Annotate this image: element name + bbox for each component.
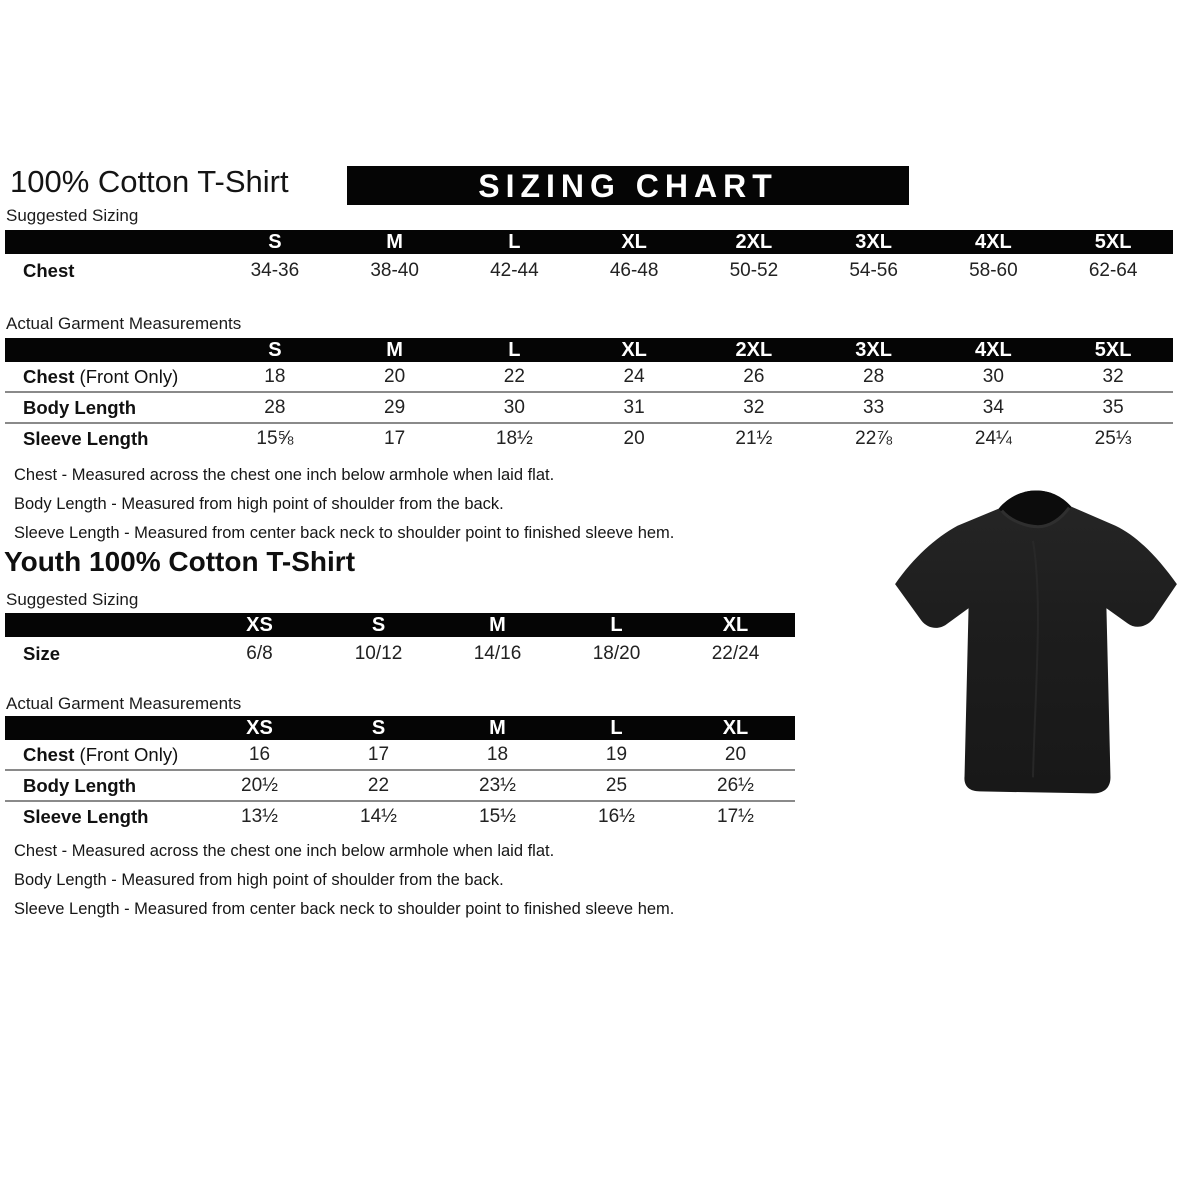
size-header: L (557, 613, 676, 637)
size-header: XL (574, 230, 694, 254)
note-body-length: Body Length - Measured from high point of shoulder from the back. (14, 495, 504, 513)
size-header: 5XL (1053, 338, 1173, 362)
cell: 25 (557, 770, 676, 801)
size-header: S (319, 716, 438, 740)
cell: 20½ (200, 770, 319, 801)
cell: 14½ (319, 801, 438, 831)
black-tshirt-image (882, 480, 1194, 818)
cell: 20 (724, 743, 747, 765)
size-header: L (455, 230, 575, 254)
cell: 17 (367, 743, 390, 765)
size-header: 2XL (694, 338, 814, 362)
cell: 34-36 (250, 259, 300, 281)
size-header: S (215, 338, 335, 362)
youth-actual-label: Actual Garment Measurements (6, 694, 242, 713)
size-header: L (557, 716, 676, 740)
size-header: M (335, 338, 455, 362)
size-header: XL (676, 613, 795, 637)
row-label: Sleeve Length (5, 801, 200, 831)
cell: 46-48 (609, 259, 659, 281)
cell: 32 (1102, 365, 1124, 387)
cell: 30 (982, 365, 1004, 387)
cell: 22⅞ (814, 423, 934, 453)
youth-title: Youth 100% Cotton T-Shirt (4, 546, 356, 577)
cell: 22 (503, 365, 525, 387)
cell: 10/12 (354, 642, 403, 664)
cell: 31 (574, 392, 694, 423)
cell: 18 (264, 365, 286, 387)
size-header: 3XL (814, 338, 934, 362)
size-header: M (335, 230, 455, 254)
cell: 16 (248, 743, 271, 765)
cell: 20 (574, 423, 694, 453)
cell: 13½ (200, 801, 319, 831)
cell: 19 (605, 743, 628, 765)
note-body-length: Body Length - Measured from high point of shoulder from the back. (14, 871, 504, 889)
size-header: XL (676, 716, 795, 740)
table-row-body-length (5, 770, 795, 801)
cell: 28 (863, 365, 885, 387)
size-header: 4XL (934, 230, 1054, 254)
cell: 14/16 (473, 642, 522, 664)
note-sleeve-length: Sleeve Length - Measured from center back neck to shoulder point to finished sleeve hem. (14, 524, 675, 542)
corner-cell (5, 613, 200, 637)
cell: 33 (814, 392, 934, 423)
cell: 29 (335, 392, 455, 423)
adult-suggested-label: Suggested Sizing (6, 206, 139, 225)
cell: 42-44 (490, 259, 539, 281)
cell: 17 (335, 423, 455, 453)
size-header: 4XL (934, 338, 1054, 362)
cell: 58-60 (969, 259, 1018, 281)
cell: 20 (384, 365, 406, 387)
cell: 6/8 (246, 642, 273, 664)
cell: 28 (215, 392, 335, 423)
adult-suggested-table (5, 230, 1173, 287)
table-header-row (5, 338, 1173, 362)
table-row (5, 254, 1173, 287)
note-chest: Chest - Measured across the chest one inch below armhole when laid flat. (14, 842, 555, 860)
cell: 35 (1053, 392, 1173, 423)
row-label: Sleeve Length (5, 423, 215, 453)
cell: 15½ (438, 801, 557, 831)
cell: 18½ (455, 423, 575, 453)
size-header: S (215, 230, 335, 254)
size-header: M (438, 716, 557, 740)
youth-suggested-label: Suggested Sizing (6, 590, 139, 609)
table-row-chest (5, 362, 1173, 392)
sizing-chart-banner: SIZING CHART (347, 166, 909, 205)
cell: 38-40 (370, 259, 419, 281)
cell: 25⅓ (1053, 423, 1173, 453)
cell: 32 (694, 392, 814, 423)
table-row-size (5, 637, 795, 670)
note-chest: Chest - Measured across the chest one inch below armhole when laid flat. (14, 466, 555, 484)
size-header: S (319, 613, 438, 637)
table-row-sleeve-length (5, 801, 795, 831)
cell: 24 (623, 365, 645, 387)
cell: 23½ (438, 770, 557, 801)
adult-notes (14, 466, 674, 553)
corner-cell (5, 338, 215, 362)
cell: 26 (743, 365, 765, 387)
cell: 22/24 (711, 642, 760, 664)
row-label: Body Length (5, 392, 215, 423)
cell: 26½ (676, 770, 795, 801)
note-sleeve-length: Sleeve Length - Measured from center back neck to shoulder point to finished sleeve hem. (14, 900, 675, 918)
tshirt-body (895, 490, 1177, 793)
cell: 50-52 (729, 259, 779, 281)
youth-actual-table (5, 716, 795, 831)
cell: 17½ (676, 801, 795, 831)
cell: 34 (934, 392, 1054, 423)
table-row-body-length (5, 392, 1173, 423)
table-header-row (5, 716, 795, 740)
youth-notes (14, 842, 674, 929)
table-header-row (5, 613, 795, 637)
size-header: XS (200, 613, 319, 637)
size-header: M (438, 613, 557, 637)
size-header: XL (574, 338, 694, 362)
row-label: Chest (23, 259, 75, 281)
cell: 24¼ (934, 423, 1054, 453)
cell: 30 (455, 392, 575, 423)
cell: 18 (486, 743, 509, 765)
table-row-sleeve-length (5, 423, 1173, 453)
cell: 22 (319, 770, 438, 801)
corner-cell (5, 230, 215, 254)
adult-actual-table (5, 338, 1173, 453)
adult-actual-label: Actual Garment Measurements (6, 314, 242, 333)
table-row-chest (5, 740, 795, 770)
cell: 18/20 (592, 642, 641, 664)
page-title: 100% Cotton T-Shirt (10, 164, 289, 199)
cell: 54-56 (849, 259, 898, 281)
cell: 21½ (694, 423, 814, 453)
table-header-row (5, 230, 1173, 254)
row-label: Chest (Front Only) (23, 743, 179, 765)
size-header: XS (200, 716, 319, 740)
cell: 16½ (557, 801, 676, 831)
cell: 15⅝ (215, 423, 335, 453)
row-label: Chest (Front Only) (23, 365, 179, 387)
size-header: 5XL (1053, 230, 1173, 254)
row-label: Size (23, 642, 61, 664)
corner-cell (5, 716, 200, 740)
size-header: L (455, 338, 575, 362)
size-header: 2XL (694, 230, 814, 254)
size-header: 3XL (814, 230, 934, 254)
row-label: Body Length (5, 770, 200, 801)
youth-suggested-table (5, 613, 795, 670)
cell: 62-64 (1088, 259, 1138, 281)
